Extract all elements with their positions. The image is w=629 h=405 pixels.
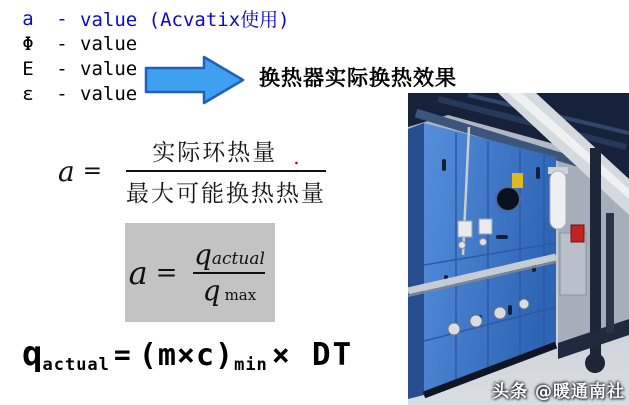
qactual-formula	[22, 336, 353, 373]
formula1-equals: =	[82, 158, 102, 184]
ratio-formula-box	[125, 223, 275, 322]
legend-symbol: Φ	[22, 32, 34, 55]
formula3-base-sub: actual	[42, 355, 110, 375]
legend-label: value	[80, 57, 138, 80]
legend-row-phi	[12, 31, 290, 56]
formula2-lhs: a	[128, 253, 148, 292]
legend-symbol: E	[22, 57, 34, 80]
formula1-fraction	[112, 134, 340, 208]
hvac-plant-illustration	[408, 93, 629, 405]
legend-label: value (Acvatix使用)	[80, 9, 290, 31]
legend-dash: -	[56, 7, 68, 30]
legend-symbol: ε	[22, 82, 34, 105]
formula1-red-mark: .	[293, 145, 300, 169]
formula2-num-sub: actual	[211, 248, 265, 269]
formula3-times: ×	[271, 338, 290, 373]
formula2-equals: =	[155, 257, 178, 288]
formula1-numerator: 实际环热量	[152, 140, 278, 166]
formula1-denominator: 最大可能换热热量	[125, 181, 326, 207]
formula3-term: DT	[311, 337, 354, 373]
formula3-group-sub: min	[234, 355, 268, 375]
formula3-equals: =	[113, 338, 131, 371]
watermark-text: 头条 @暖通南社	[492, 382, 625, 402]
formula2-num-base: q	[193, 237, 212, 271]
efficiency-definition-formula	[58, 134, 340, 208]
legend-dash: -	[56, 32, 68, 55]
legend-row-a	[12, 6, 290, 31]
legend-label: value	[80, 32, 138, 55]
legend-dash: -	[56, 82, 68, 105]
hvac-plant-photo	[408, 93, 629, 405]
block-arrow-right-icon	[144, 54, 246, 106]
formula1-lhs: a	[58, 154, 75, 188]
arrow-caption: 换热器实际换热效果	[259, 66, 457, 90]
formula2-fraction	[187, 237, 271, 307]
legend-symbol: a	[22, 7, 34, 30]
legend-label: value	[80, 82, 138, 105]
formula2-den-sub: max	[224, 285, 257, 304]
formula2-den-base: q	[202, 273, 221, 307]
legend-dash: -	[56, 57, 68, 80]
formula3-group: (m×c)	[138, 338, 235, 373]
fraction-bar	[126, 170, 326, 172]
formula3-base: q	[22, 334, 43, 374]
